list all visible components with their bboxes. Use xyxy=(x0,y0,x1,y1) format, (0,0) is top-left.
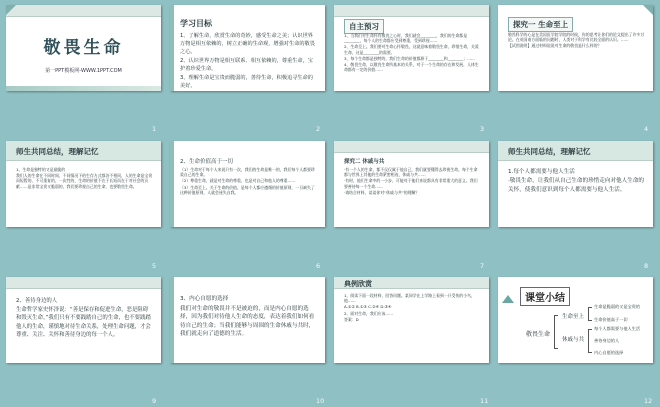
slide-thumbnail-12[interactable] xyxy=(498,277,653,363)
slide-number: 8 xyxy=(644,262,649,270)
body-line: 我们对生命的敬畏并不是被迫的，而是内心自愿的选择，因为我们对待他人生命的态度，表达着我们如何看待自己的生命；当我们能够与周围的生命休戚与共时，我们就走向了道德的生活。 xyxy=(180,305,315,338)
slide-decor-corner xyxy=(643,5,653,15)
body-line: （1）生命对于每个人来说只有一次，我们的生命是唯一的，我们每个人都要珍爱自己的生命。 xyxy=(180,167,315,178)
mindmap-leaf: 内心自愿的选择 xyxy=(594,350,624,355)
body-line: 3、理解生命是宝贵而脆弱的，善待生命，积极追寻生命的美好。 xyxy=(180,75,313,89)
slide-number: 6 xyxy=(316,262,321,270)
slide-thumbnail-6[interactable] xyxy=(170,141,325,227)
body-line: ·有一个人的生命，都不仅仅属于他自己，我们就要懂得去珍视生命。每个生命都与世界上其他的生命紧密相连，休戚与共…… xyxy=(344,167,478,178)
body-line: ·请结合材料，谈谈你对“休戚与共”的理解？ xyxy=(344,189,420,195)
slide-thumbnail-7[interactable] xyxy=(334,141,489,227)
slide-heading: 探究一 生命至上 xyxy=(508,17,573,32)
mindmap-brace xyxy=(588,329,592,353)
slide-number: 3 xyxy=(480,125,485,133)
body-line: 1.每个人都需要与他人生活 xyxy=(508,169,575,175)
slide-decor-corner xyxy=(6,5,16,15)
mindmap-leaf: 每个人都需要与他人生活 xyxy=(594,326,641,331)
slide-decor-edge xyxy=(170,5,174,91)
body-line: 生命哲学家史怀泽说：“善是保存和促进生命，恶是阻碍和毁灭生命。”我们只有不要践踏自己的生命，也不要践踏他人的生命，谨慎地对待生命关系，处理生命问题，才会尊重、关注、关怀和善待身边的每一个人。 xyxy=(16,307,151,338)
slide-heading: 典例欣赏 xyxy=(344,280,372,288)
body-line: 答案：D xyxy=(344,316,359,322)
body-line: 2、善待身边的人 xyxy=(16,298,58,304)
slide-body xyxy=(16,167,153,190)
slide-number: 1 xyxy=(152,125,157,133)
slide-number: 2 xyxy=(316,125,321,133)
slide-heading: 师生共同总结，理解记忆 xyxy=(16,147,99,156)
mindmap-brace xyxy=(554,315,558,349)
slide-body xyxy=(344,167,481,196)
body-line: 敬畏科学的心是在美国医学院学院的时候，你的思考让你们的论文提出了许多讨论。在英国南方面临的问题时，人类对于科学有比较全面的认识。…… xyxy=(508,32,645,43)
mindmap-branch: 生命至上 xyxy=(562,314,585,320)
body-line: （2）尊重生命，就是对生命的尊重，也是对自己和他人的尊重…… xyxy=(180,178,296,184)
slide-title: 敬畏生命 xyxy=(43,38,124,58)
body-line: 4、敬畏生命，以敬畏生命所基本的关系，对于一个生命的存在和发展，人体生命都有一定的价值…… xyxy=(344,62,479,73)
body-line: 1、当我们对生命怀有敬畏之心时，我们就会________，我们的生命都是________，每个人的生命都应受到尊重，受到珍视…… xyxy=(344,33,468,44)
body-line: 我们人的生命在不同时间、不同情况下的生存方式都各不相同，人的生命是宝贵而短暂的，不可重复的，一次性的，生命的价值不在于长短而在于对社会的贡献……是非常宝贵又脆弱的，我们要珍视自己的生命，也要敬畏生命。 xyxy=(16,173,153,189)
slide-heading: 自主预习 xyxy=(344,19,384,34)
body-line: 2、认识世界万物是相互联系、相互依赖的，尊重生命，宝护着珍爱生命。 xyxy=(180,58,313,72)
slide-header-band xyxy=(334,141,489,153)
body-line: 2、生命至上。我们要对生命心怀敬畏，这就意味着敬畏生命，珍惜生命，关爱生命，这是________的需要。 xyxy=(344,44,479,55)
slide-body xyxy=(344,293,481,323)
slide-number: 10 xyxy=(316,397,325,405)
slide-thumbnail-3[interactable] xyxy=(334,5,489,91)
summary-mindmap xyxy=(526,304,646,359)
slide-number: 4 xyxy=(644,125,649,133)
slide-body xyxy=(508,168,645,195)
mindmap-brace xyxy=(588,307,592,321)
body-line: 3、内心自愿的选择 xyxy=(180,296,229,302)
mindmap-branch: 休戚与共 xyxy=(562,337,585,343)
slide-thumbnail-10[interactable] xyxy=(170,277,325,363)
slide-thumbnail-1[interactable] xyxy=(6,5,161,91)
slide-number: 7 xyxy=(480,262,485,270)
mindmap-leaf: 生命价值高于一切 xyxy=(594,317,628,322)
decor-triangle-icon xyxy=(502,295,514,303)
body-line: 2、面对生命，我们应该…… xyxy=(344,310,394,316)
slide-thumbnail-8[interactable] xyxy=(498,141,653,227)
mindmap-root: 敬畏生命 xyxy=(526,331,551,338)
slide-number: 11 xyxy=(480,397,489,405)
body-line: 3、每个生命都是独特的，我们生命的价值都源于________和________；…… xyxy=(344,55,475,61)
slide-body xyxy=(16,297,153,340)
slide-thumbnail-4[interactable] xyxy=(498,5,653,91)
slide-number: 5 xyxy=(152,262,157,270)
slide-header-band xyxy=(6,277,161,289)
slide-body xyxy=(180,167,317,196)
body-line: ·敬畏生命，让我们从自己生命的珍惜走向对他人生命的关怀，使我们意识到每个人都需要与他人生活。 xyxy=(508,178,645,193)
body-line: 1、生命是独特的又是最脆的 xyxy=(16,167,66,172)
slide-decor-edge xyxy=(170,277,174,363)
slide-body xyxy=(508,32,645,50)
slide-body xyxy=(344,33,481,73)
slide-body xyxy=(180,295,317,340)
slide-heading: 2、生命价值高于一切 xyxy=(180,159,233,165)
slide-header-band xyxy=(6,5,161,17)
slide-heading: 探究二 休戚与共 xyxy=(344,159,385,165)
slide-thumbnail-2[interactable] xyxy=(170,5,325,91)
body-line: （3）生命至上。关于生命的价值，是每个人都应遵循的价值原则，一旦缺失了这种价值原则，人就会迷失自我。 xyxy=(180,184,315,195)
slide-subtitle: 第一PPT模板网-WWW.1PPT.COM xyxy=(45,68,122,74)
slide-thumbnail-9[interactable] xyxy=(6,277,161,363)
body-line: 1、阅读下面一段材料，回答问题。某同学在上学路上看到一只受伤的小鸟，他…… xyxy=(344,293,475,304)
slide-heading: 学习目标 xyxy=(180,19,212,28)
slide-decor-edge xyxy=(170,141,174,227)
body-line: A.①② B.①③ C.②④ D.③④ xyxy=(344,304,392,310)
slide-heading: 课堂小结 xyxy=(520,287,570,306)
slide-heading: 师生共同总结，理解记忆 xyxy=(508,147,591,156)
slide-number: 9 xyxy=(152,397,157,405)
mindmap-leaf: 善待身边的人 xyxy=(594,338,620,343)
slide-number: 12 xyxy=(644,397,653,405)
body-line: 1、了解生命，欣赏生命的奇妙，感受生命之美；认识世界万物是相互依赖的，树立正确的生命观，增强对生命的敬畏之心。 xyxy=(180,33,315,55)
body-line: ·有时，他们生命中的一小步，可能对于他们来说都具有非常重大的意义。我们要善待每一个生命…… xyxy=(344,178,478,189)
slide-thumbnail-5[interactable] xyxy=(6,141,161,227)
mindmap-leaf: 生命是脆弱的又是宝贵的 xyxy=(594,304,641,309)
slide-footer-band xyxy=(6,86,161,91)
slide-body xyxy=(180,32,317,91)
slide-thumbnail-11[interactable] xyxy=(334,277,489,363)
slide-header-band xyxy=(334,5,489,17)
body-line: 【试图说明】通过材料说说对生命的敬畏是什么样的？ xyxy=(508,43,602,49)
